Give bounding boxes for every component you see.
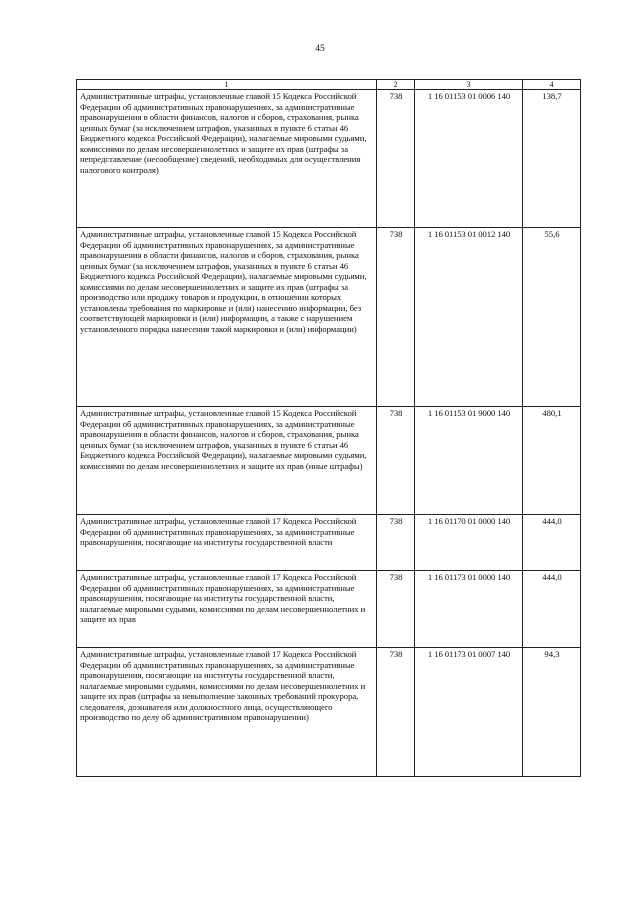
column-header-2: 2	[377, 80, 415, 90]
row-description: Административные штрафы, установленные главой 15 Кодекса Российской Федерации об административных правонарушениях, за административные правонарушения в области финансов, налогов и сборов, страхования, рынка ценных бумаг (за исключением штрафов, указанных в пункте 6 статьи 46 Бюджетного кодекса Российской Федерации), налагаемые мировыми судьями, комиссиями по делам несовершеннолетних и защите их прав (иные штрафы)	[77, 407, 377, 515]
row-amount: 138,7	[523, 90, 581, 228]
row-budget-code: 1 16 01153 01 0012 140	[415, 228, 523, 407]
row-admin-code: 738	[377, 648, 415, 777]
row-description: Административные штрафы, установленные главой 17 Кодекса Российской Федерации об административных правонарушениях, за административные правонарушения, посягающие на институты государственной власти	[77, 515, 377, 571]
column-header-1: 1	[77, 80, 377, 90]
row-amount: 94,3	[523, 648, 581, 777]
row-amount: 444,0	[523, 515, 581, 571]
revenue-table	[76, 79, 581, 777]
table-row	[77, 228, 581, 407]
table-row	[77, 571, 581, 648]
row-budget-code: 1 16 01173 01 0007 140	[415, 648, 523, 777]
row-budget-code: 1 16 01170 01 0000 140	[415, 515, 523, 571]
table-header-row	[77, 80, 581, 90]
row-budget-code: 1 16 01173 01 0000 140	[415, 571, 523, 648]
column-header-3: 3	[415, 80, 523, 90]
column-header-4: 4	[523, 80, 581, 90]
page-number: 45	[315, 44, 325, 54]
row-budget-code: 1 16 01153 01 0006 140	[415, 90, 523, 228]
row-admin-code: 738	[377, 515, 415, 571]
row-amount: 55,6	[523, 228, 581, 407]
row-admin-code: 738	[377, 228, 415, 407]
row-amount: 444,0	[523, 571, 581, 648]
row-description: Административные штрафы, установленные главой 17 Кодекса Российской Федерации об административных правонарушениях, за административные правонарушения, посягающие на институты государственной власти, налагаемые мировыми судьями, комиссиями по делам несовершеннолетних и защите их прав	[77, 571, 377, 648]
table-row	[77, 407, 581, 515]
row-admin-code: 738	[377, 90, 415, 228]
table-row	[77, 648, 581, 777]
row-amount: 480,1	[523, 407, 581, 515]
row-admin-code: 738	[377, 407, 415, 515]
row-description: Административные штрафы, установленные главой 15 Кодекса Российской Федерации об административных правонарушениях, за административные правонарушения в области финансов, налогов и сборов, страхования, рынка ценных бумаг (за исключением штрафов, указанных в пункте 6 статьи 46 Бюджетного кодекса Российской Федерации), налагаемые мировыми судьями, комиссиями по делам несовершеннолетних и защите их прав (штрафы за производство или продажу товаров и продукции, в отношении которых установлены требования по маркировке и (или) нанесению информации, без соответствующей маркировки и (или) информации, а также с нарушением установленного порядка нанесения такой маркировки и (или) информации)	[77, 228, 377, 407]
row-description: Административные штрафы, установленные главой 17 Кодекса Российской Федерации об административных правонарушениях, за административные правонарушения, посягающие на институты государственной власти, налагаемые мировыми судьями, комиссиями по делам несовершеннолетних и защите их прав (штрафы за невыполнение законных требований прокурора, следователя, дознавателя или должностного лица, осуществляющего производство по делу об административном правонарушении)	[77, 648, 377, 777]
row-budget-code: 1 16 01153 01 9000 140	[415, 407, 523, 515]
table-row	[77, 90, 581, 228]
row-admin-code: 738	[377, 571, 415, 648]
row-description: Административные штрафы, установленные главой 15 Кодекса Российской Федерации об административных правонарушениях, за административные правонарушения в области финансов, налогов и сборов, страхования, рынка ценных бумаг (за исключением штрафов, указанных в пункте 6 статьи 46 Бюджетного кодекса Российской Федерации), налагаемые мировыми судьями, комиссиями по делам несовершеннолетних и защите их прав (штрафы за непредставление (несообщение) сведений, необходимых для осуществления налогового контроля)	[77, 90, 377, 228]
table-row	[77, 515, 581, 571]
